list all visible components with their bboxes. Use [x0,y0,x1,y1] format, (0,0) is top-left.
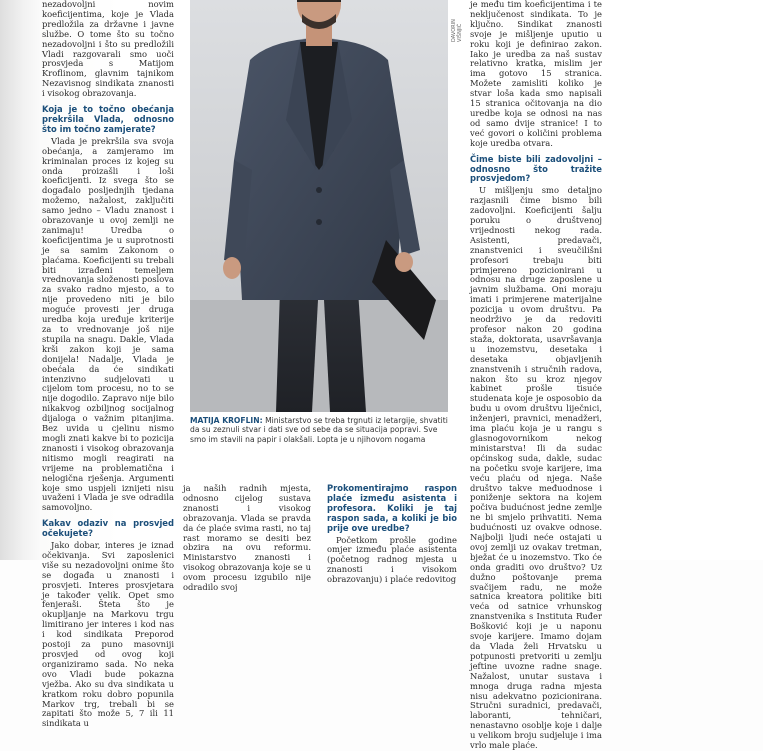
photo-credit: DAVORIN VIŠNJIĆ [451,19,463,42]
question-heading-4: Čime biste bili zadovoljni – odnosno što tražite prosvjedom? [470,153,602,184]
col2-paragraph: ja naših radnih mjesta, odnosno cijelog sustava znanosti i visokog obrazovanja. Vlada se pravda da će plaće svima rasti, no taj rast moramo se desiti bez obzira na ovu reformu. Ministarstvo znanosti i visokog obrazovanja koje se u ovom procesu izgubilo nije odradilo svoj [183,483,311,593]
article-column-4 [470,0,602,751]
article-column-1 [42,0,175,729]
man-in-suit-illustration [190,0,448,412]
answer-paragraph-4: U mišljenju smo detaljno razjasnili čime bismo bili zadovoljni. Koeficijenti šalju poruku o društvenoj vrijednosti nekog rada. Asistenti, predavači, znanstvenici i sveučilišni profesori trebaju biti primjereno pozicionirani u odnosu na druge zaposlene u javnim službama. Oni moraju imati i primjerene materijalne pozicija u ovom društvu. Pa neodrživo je da redoviti profesor nakon 20 godina staža, doktorata, usavršavanja u inozemstvu, desetaka i desetaka objavljenih znanstvenih i stručnih radova, nakon što su kroz njegov kabinet prošle tisuće studenata koje je osposobio da budu u ovom društvu liječnici, inženjeri, pravnici, menadžeri, ima plaću koja je u rangu s glasnogovornikom nekog ministarstva! Ili da sudac općinskog suda, dakle, sudac na početku svoje karijere, ima veću plaću od njega. Naše društvo takve međuodnose i poniženje sektora na kojem počiva budućnost jedne zemlje ne bi smjelo prihvatiti. Nema budućnosti uz ovakve odnose. Najbolji ljudi neće ostajati u ovoj zemlji uz ovakav tretman, bježat će u inozemstvo. Tko će onda graditi ovo društvo? Uz dužno poštovanje prema svačijem radu, ne može satnica kreatora politike biti veća od satnice vrhunskog znanstvenika s Instituta Ruđer Bošković koji je u naponu svoje karijere. Imamo dojam da Vlada želi Hrvatsku u potpunosti pretvoriti u zemlju jeftine uvozne radne snage. Nažalost, unutar sustava i mnoga druga radna mjesta nisu adekvatno pozicionirana. Stručni suradnici, predavači, laboranti, tehničari, nenastavno osoblje koje i dalje u velikom broju sudjeluje i ima vrlo male plaće. [470,185,602,751]
caption-name: MATIJA KROFLIN: [190,416,263,425]
question-heading-1: Koja je to točno obećanja prekršila Vlada, odnosno što im točno zamjerate? [42,104,174,134]
answer-paragraph-2: Jako dobar, interes je iznad očekivanja. Svi zaposlenici više su nezadovoljni onime što se događa u znanosti i prosvjeti. Interes prosvjetara je također velik. Opet smo fenjeraši. Šteta što je okupljanje na Markovu trgu limitirano jer interes i kod nas i kod sindikata Preporod postoji za puno masovniji prosvjed od ovog koji organiziramo sada. No neka ovo Vladi bude pokazna vježba. Ako su dva sindikata u kratkom roku dobro popunila Markov trg, trebali bi se zapitati što može 5, 7 ili 11 sindikata u [42,540,174,729]
question-heading-2: Kakav odaziv na prosvjed očekujete? [42,518,174,539]
page-binding-shadow [0,0,40,560]
portrait-photo [190,0,448,412]
page-margin-right [612,0,763,560]
article-column-3 [327,483,457,585]
intro-paragraph: nezadovoljni novim koeficijentima, koje je Vlada predložila za državne i javne službe. O tome što su točno nezadovoljni i što su predložili Vladi razgovarali smo uoči prosvjeda s Matijom Kroflinom, glavnim tajnikom Nezavisnog sindikata znanosti i visokog obrazovanja. [42,0,174,99]
article-column-2 [183,483,311,593]
caption-text: Ministarstvo se treba trgnuti iz letargije, shvatiti da su zeznuli stvar i dati sve od sebe da se situacija popravi. Sve smo im stavili na papir i olakšali. Lopta je u njihovom nogama [190,416,448,444]
photo-caption [190,416,448,444]
answer-paragraph-1: Vlada je prekršila sva svoja obećanja, a zamjeramo im kriminalan proces iz kojeg su onda proizašli i loši koeficijenti. Iz svega što se događalo posljednjih tjedana možemo, nažalost, zaključiti samo jedno – Vladu znanost i obrazovanje u ovoj zemlji ne zanimaju! Uredba o koeficijentima je u suprotnosti je sa samim Zakonom o plaćama. Koeficijenti su trebali biti izrađeni temeljem vrednovanja složenosti poslova za svako radno mjesto, a to nije provedeno niti je bilo moguće provesti jer druga uredba koja uređuje kriterije za to vrednovanje još nije stupila na snagu. Dakle, Vlada krši zakon koji je sama donijela! Nadalje, Vlada je obećala da će sindikati intenzivno sudjelovati u cijelom tom procesu, no to se nije dogodilo. Zapravo nije bilo nikakvog ozbiljnog socijalnog dijaloga o važnim pitanjima. Bez uvida u cjelinu nismo mogli znati kakve bi to pozicija znanosti i visokog obrazovanja nitismo mogli reagirati na vrijeme na problematična i nelogična rješenja. Argumenti koje smo uspjeli iznijeti nisu uvaženi i Vlada je sve odradila samovoljno. [42,135,175,513]
question-heading-3: Prokomentirajmo raspon plaće između asistenta i profesora. Koliki je taj raspon sada, a koliki je bio prije ove uredbe? [327,483,457,533]
answer-paragraph-3: Početkom prošle godine omjer između plaće asistenta (početnog radnog mjesta u znanosti i visokom obrazovanju) i plaće redovitog [327,534,457,585]
col4-intro-paragraph: je među tim koeficijentima i te neključenost sindikata. To je ključno. Sindikat znanosti svoje je mišljenje uputio u roku koji je definirao zakon. Iako je uredba za naš sustav relativno kratka, mislim jer ima gotovo 15 stranica. Možete zamisliti koliko je stvar loša kada smo napisali 15 stranica očitovanja na dio uredbe koja se odnosi na nas od samo dvije stranice! I to već govori o količini problema koje uredba otvara. [470,0,602,148]
